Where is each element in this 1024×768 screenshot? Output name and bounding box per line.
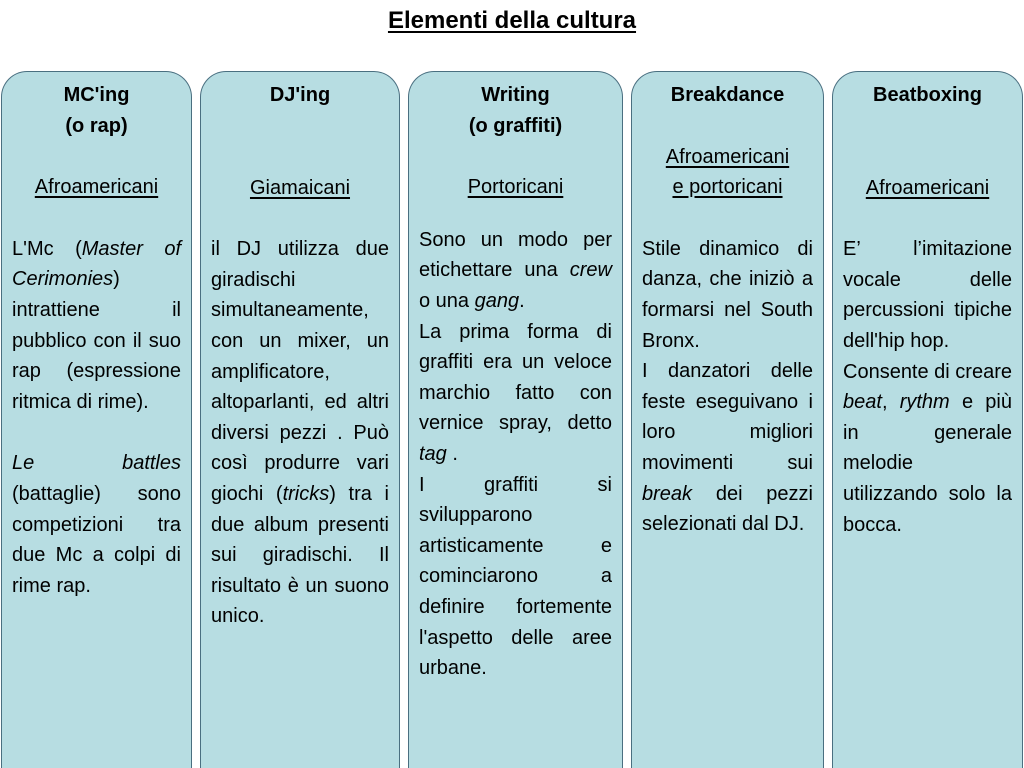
column-heading: Breakdance [670,84,785,106]
column-origin-line-2: e portoricani [672,176,783,199]
column-description [843,234,1012,540]
column-origin: Portoricani [467,176,564,199]
column-breakdance [631,71,824,768]
paragraph: L'Mc (Master of Cerimonies) intrattiene il pubblico con il suo rap (espressione ritmica di rime). [12,237,181,413]
paragraph: Le battles (battaglie) sono competizioni tra due Mc a colpi di rime rap. [12,452,181,597]
column-subheading: (o rap) [65,114,128,137]
column-beatboxing [832,71,1023,768]
paragraph: La prima forma di graffiti era un veloce marchio fatto con vernice spray, detto tag . [419,320,612,465]
column-origin: Afroamericani [34,176,159,199]
column-heading: MC'ing [63,84,130,106]
paragraph: Consente di creare beat, rythm e più in generale melodie utilizzando solo la bocca. [843,360,1012,536]
column-subheading: (o graffiti) [468,114,563,137]
paragraph: I danzatori delle feste eseguivano i loro migliori movimenti sui break dei pezzi selezionati dal DJ. [642,360,813,536]
column-heading: DJ'ing [269,84,331,106]
paragraph: il DJ utilizza due giradischi simultaneamente, con un mixer, un amplificatore, altoparlanti, ed altri diversi pezzi . Può così produrre vari giochi (tricks) tra i due album presenti sui giradischi. Il risultato è un suono unico. [211,238,389,628]
column-origin: Afroamericani [865,176,990,199]
column-origin: Afroamericani [665,145,790,168]
slide-title: Elementi della cultura [387,7,637,34]
column-heading: Writing [481,84,550,106]
column-heading: Beatboxing [873,84,982,106]
paragraph: Stile dinamico di danza, che iniziò a formarsi nel South Bronx. [642,237,813,352]
column-description [642,234,813,540]
column-description [419,225,612,684]
column-mcing [1,71,192,768]
paragraph: Sono un modo per etichettare una crew o una gang. [419,228,612,312]
paragraph: I graffiti si svilupparono artisticamente e cominciarono a definire fortemente l'aspetto delle aree urbane. [419,473,612,680]
column-origin: Giamaicani [249,176,351,199]
column-djing [200,71,400,768]
column-description [12,234,181,602]
paragraph: E’ l’imitazione vocale delle percussioni tipiche dell'hip hop. [843,238,1012,352]
column-writing [408,71,623,768]
column-description [211,234,389,632]
